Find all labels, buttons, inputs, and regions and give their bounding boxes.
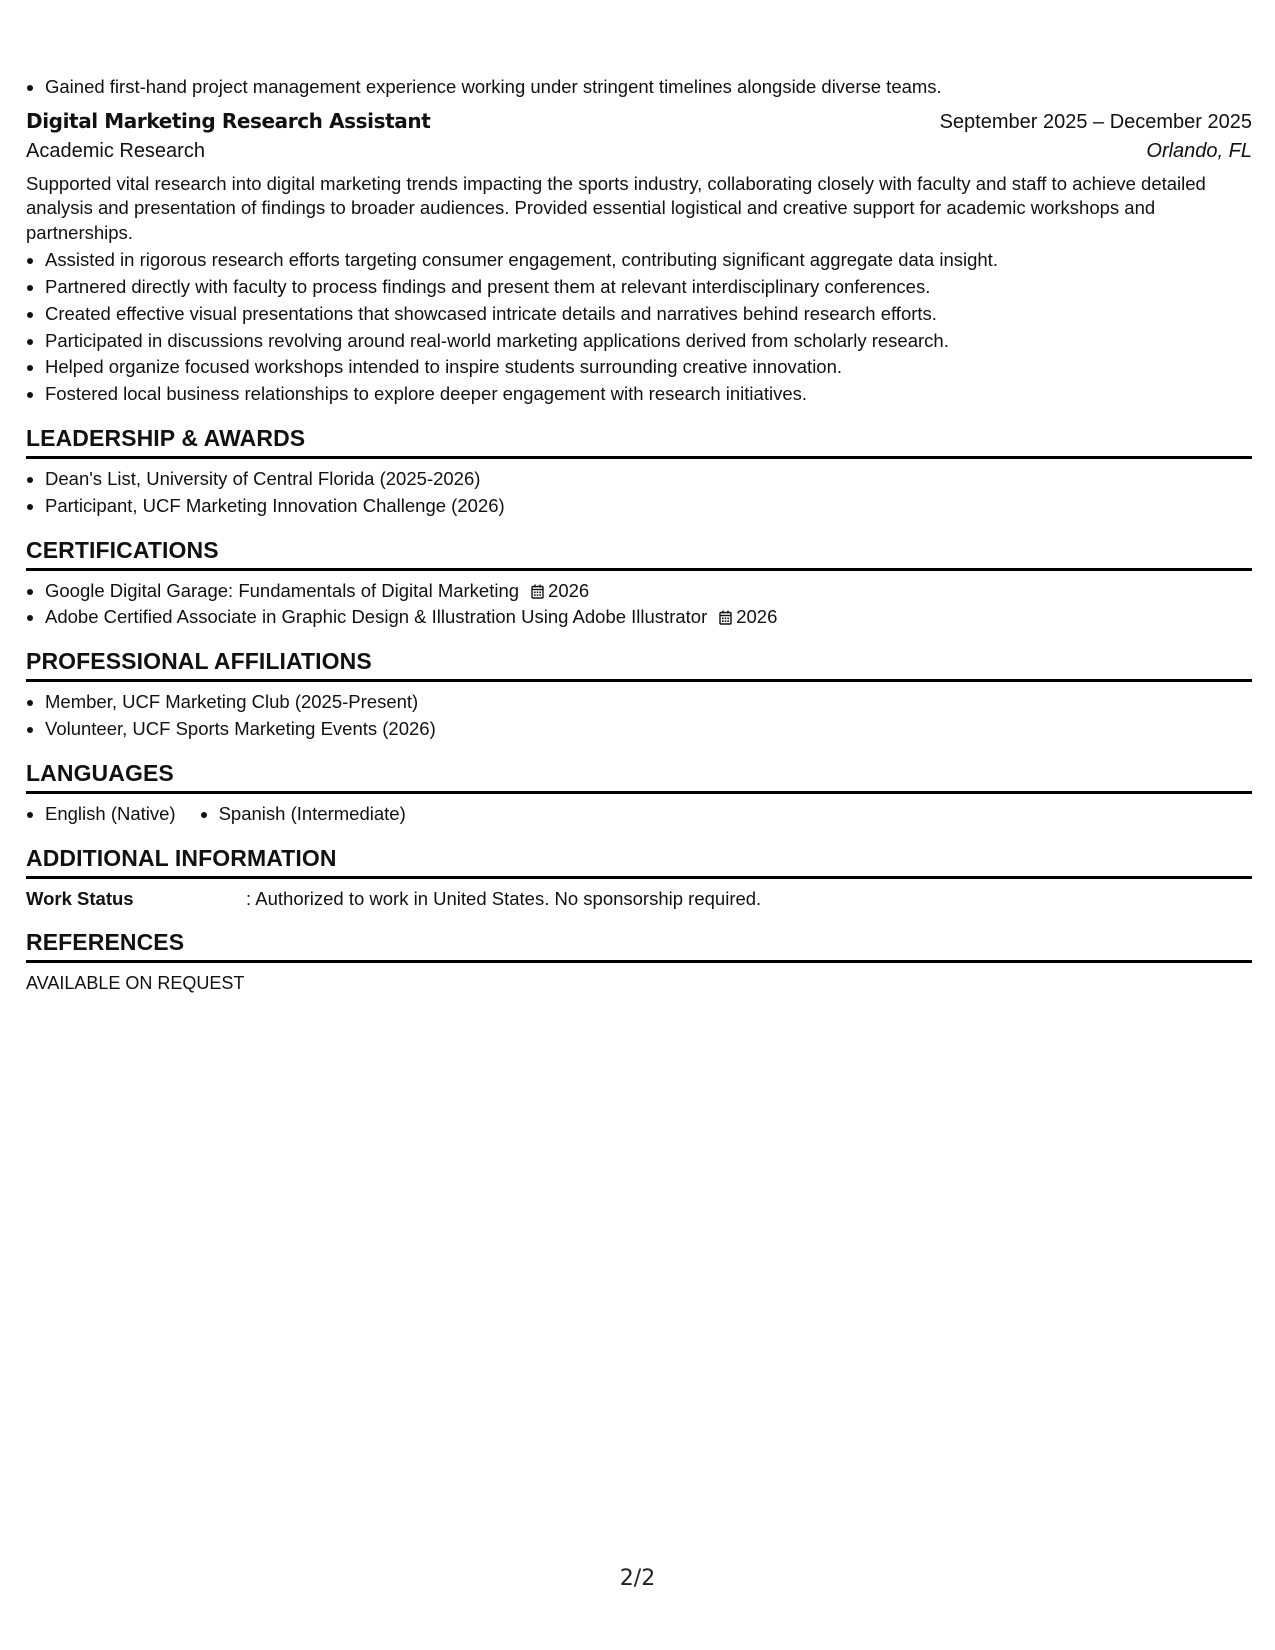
certification-name: Adobe Certified Associate in Graphic Design & Illustration Using Adobe Illustrator (45, 606, 708, 628)
work-status-value: : Authorized to work in United States. No sponsorship required. (246, 887, 762, 909)
section-title: REFERENCES (26, 928, 1252, 963)
list-item: Participant, UCF Marketing Innovation Challenge (2026) (26, 493, 1252, 520)
continuation-bullet-list (26, 74, 1252, 101)
section-title: ADDITIONAL INFORMATION (26, 844, 1252, 879)
section-title: CERTIFICATIONS (26, 536, 1252, 571)
job-organization: Academic Research (26, 139, 205, 162)
leadership-list (26, 466, 1252, 520)
references-section (26, 928, 1252, 996)
calendar-icon (719, 610, 732, 625)
list-item: Spanish (Intermediate) (200, 801, 406, 828)
list-item: Member, UCF Marketing Club (2025-Present) (26, 689, 1252, 716)
resume-page (26, 0, 1252, 1650)
list-item: Dean's List, University of Central Florida (2025-2026) (26, 466, 1252, 493)
list-item: Assisted in rigorous research efforts targeting consumer engagement, contributing significant aggregate data insight. (26, 247, 1252, 274)
page-number: 2/2 (619, 1566, 656, 1591)
additional-info-section (26, 844, 1252, 912)
certification-year: 2026 (548, 579, 590, 601)
list-item (26, 578, 1252, 605)
job-entry (26, 109, 1252, 408)
work-status-label: Work Status (26, 887, 134, 909)
job-description: Supported vital research into digital marketing trends impacting the sports industry, collaborating closely with faculty and staff to achieve detailed analysis and presentation of findings to broader audiences. Provided essential logistical and creative support for academic workshops and partnerships. (26, 172, 1206, 243)
certification-name: Google Digital Garage: Fundamentals of Digital Marketing (45, 579, 520, 601)
job-dates: September 2025 – December 2025 (939, 110, 1252, 133)
list-item: English (Native) (26, 801, 176, 828)
languages-list (26, 801, 1252, 828)
certification-year: 2026 (736, 606, 778, 628)
list-item: Gained first-hand project management experience working under stringent timelines alongside diverse teams. (26, 74, 1252, 101)
list-item: Created effective visual presentations that showcased intricate details and narratives behind research efforts. (26, 301, 1252, 328)
list-item: Partnered directly with faculty to process findings and present them at relevant interdisciplinary conferences. (26, 274, 1252, 301)
job-bullet-list (26, 247, 1252, 408)
list-item: Helped organize focused workshops intended to inspire students surrounding creative innovation. (26, 354, 1252, 381)
certifications-list (26, 578, 1252, 632)
list-item: Fostered local business relationships to explore deeper engagement with research initiatives. (26, 381, 1252, 408)
list-item: Volunteer, UCF Sports Marketing Events (2026) (26, 716, 1252, 743)
references-text: AVAILABLE ON REQUEST (26, 972, 245, 993)
job-subheader (26, 140, 1252, 163)
section-title: LEADERSHIP & AWARDS (26, 424, 1252, 459)
job-location: Orlando, FL (1146, 139, 1252, 162)
certifications-section (26, 536, 1252, 632)
affiliations-section (26, 647, 1252, 743)
list-item (26, 604, 1252, 631)
languages-section (26, 759, 1252, 828)
calendar-icon (531, 584, 544, 599)
job-header (26, 109, 1252, 134)
section-title: LANGUAGES (26, 759, 1252, 794)
list-item: Participated in discussions revolving around real-world marketing applications derived from scholarly research. (26, 328, 1252, 355)
job-title: Digital Marketing Research Assistant (26, 108, 431, 133)
affiliations-list (26, 689, 1252, 743)
work-status-row (26, 886, 1252, 912)
leadership-section (26, 424, 1252, 520)
section-title: PROFESSIONAL AFFILIATIONS (26, 647, 1252, 682)
